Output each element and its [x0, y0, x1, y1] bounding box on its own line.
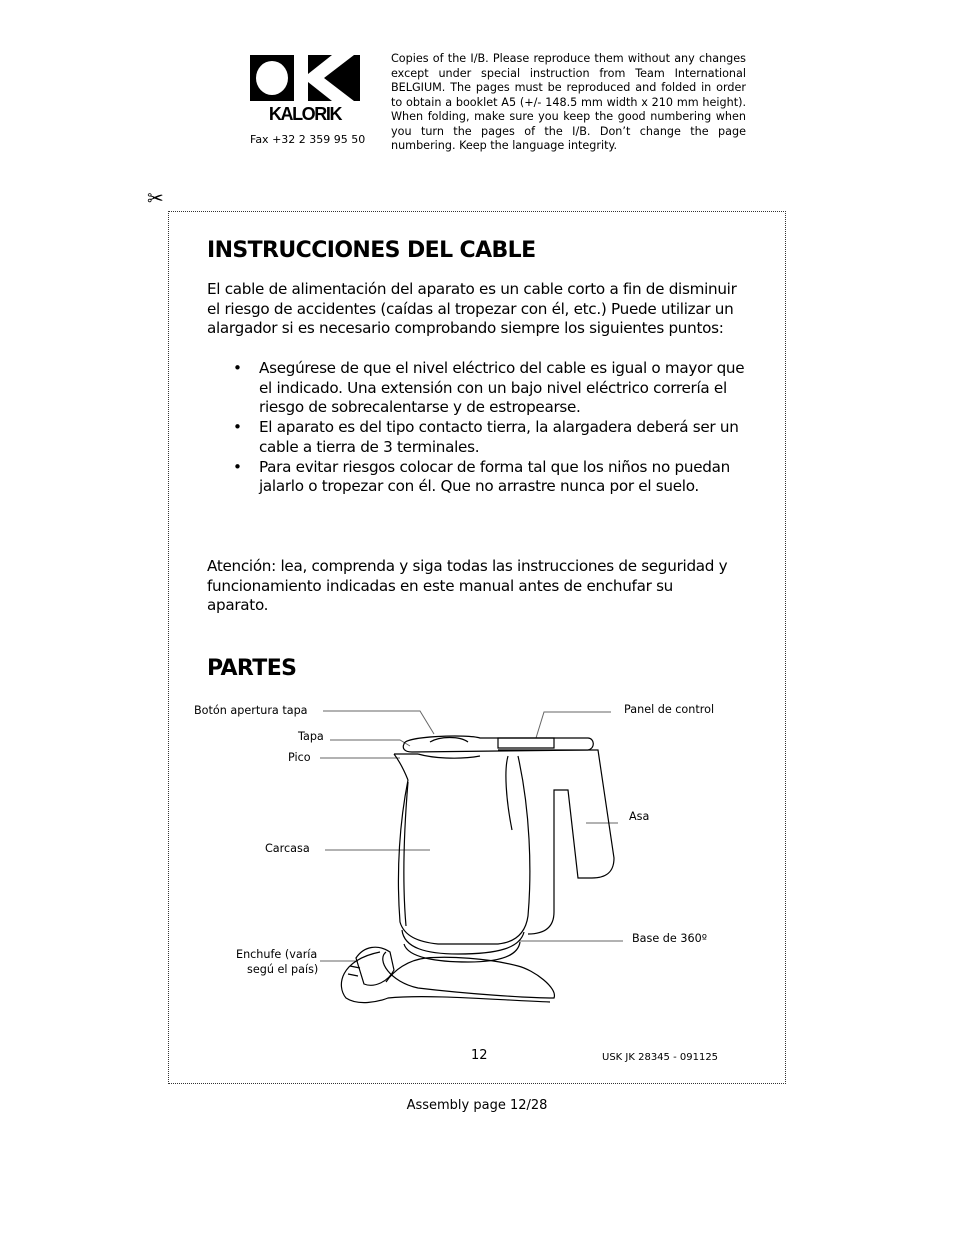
leader-lines [320, 711, 623, 961]
page-number: 12 [471, 1048, 488, 1063]
label-body: Carcasa [265, 842, 310, 855]
list-item: • Para evitar riesgos colocar de forma tal que los niños no puedan jalarlo o tropezar con él. Que no arrastre nunca por el suelo. [207, 458, 747, 497]
scissors-icon: ✂ [147, 186, 164, 210]
print-notice: Copies of the I/B. Please reproduce them without any changes except under special instruction from Team International BELGIUM. The pages must be reproduced and folded in order to obtain a booklet A5 (+/- 148.5 mm width x 210 mm height). When folding, make sure you keep the good numbering when you turn the pages of the I/B. Don’t change the page numbering. Keep the language integrity. [391, 52, 746, 152]
label-handle: Asa [629, 810, 650, 823]
fax-number: Fax +32 2 359 95 50 [250, 133, 366, 146]
list-item: • El aparato es del tipo contacto tierra, la alargadera deberá ser un cable a tierra de 3 terminales. [207, 418, 747, 457]
label-lid-button: Botón apertura tapa [194, 704, 308, 717]
section-title-cable: INSTRUCCIONES DEL CABLE [207, 238, 536, 263]
document-code: USK JK 28345 - 091125 [602, 1052, 719, 1063]
logo-wordmark: KALORIK [268, 104, 342, 124]
label-lid: Tapa [298, 730, 324, 743]
warning-paragraph: Atención: lea, comprenda y siga todas las instrucciones de seguridad y funcionamiento indicadas en este manual antes de enchufar su aparato. [207, 557, 728, 615]
cable-intro-paragraph: El cable de alimentación del aparato es un cable corto a fin de disminuir el riesgo de accidentes (caídas al tropezar con él, etc.) Puede utilizar un alargador si es necesario comprobando siempre los siguientes puntos: [207, 280, 737, 338]
label-plug-line1: Enchufe (varía [236, 948, 318, 961]
list-item: • Asegúrese de que el nivel eléctrico del cable es igual o mayor que el indicado. Una extensión con un bajo nivel eléctrico correría el riesgo de sobrecalentarse y de estropearse. [207, 359, 747, 418]
label-plug-line2: segú el país) [247, 963, 319, 976]
label-base: Base de 360º [632, 932, 707, 945]
label-spout: Pico [288, 751, 311, 764]
cable-bullet-list [207, 359, 747, 497]
label-control-panel: Panel de control [624, 703, 715, 716]
assembly-page-label: Assembly page 12/28 [406, 1098, 548, 1113]
section-title-parts: PARTES [207, 656, 297, 681]
